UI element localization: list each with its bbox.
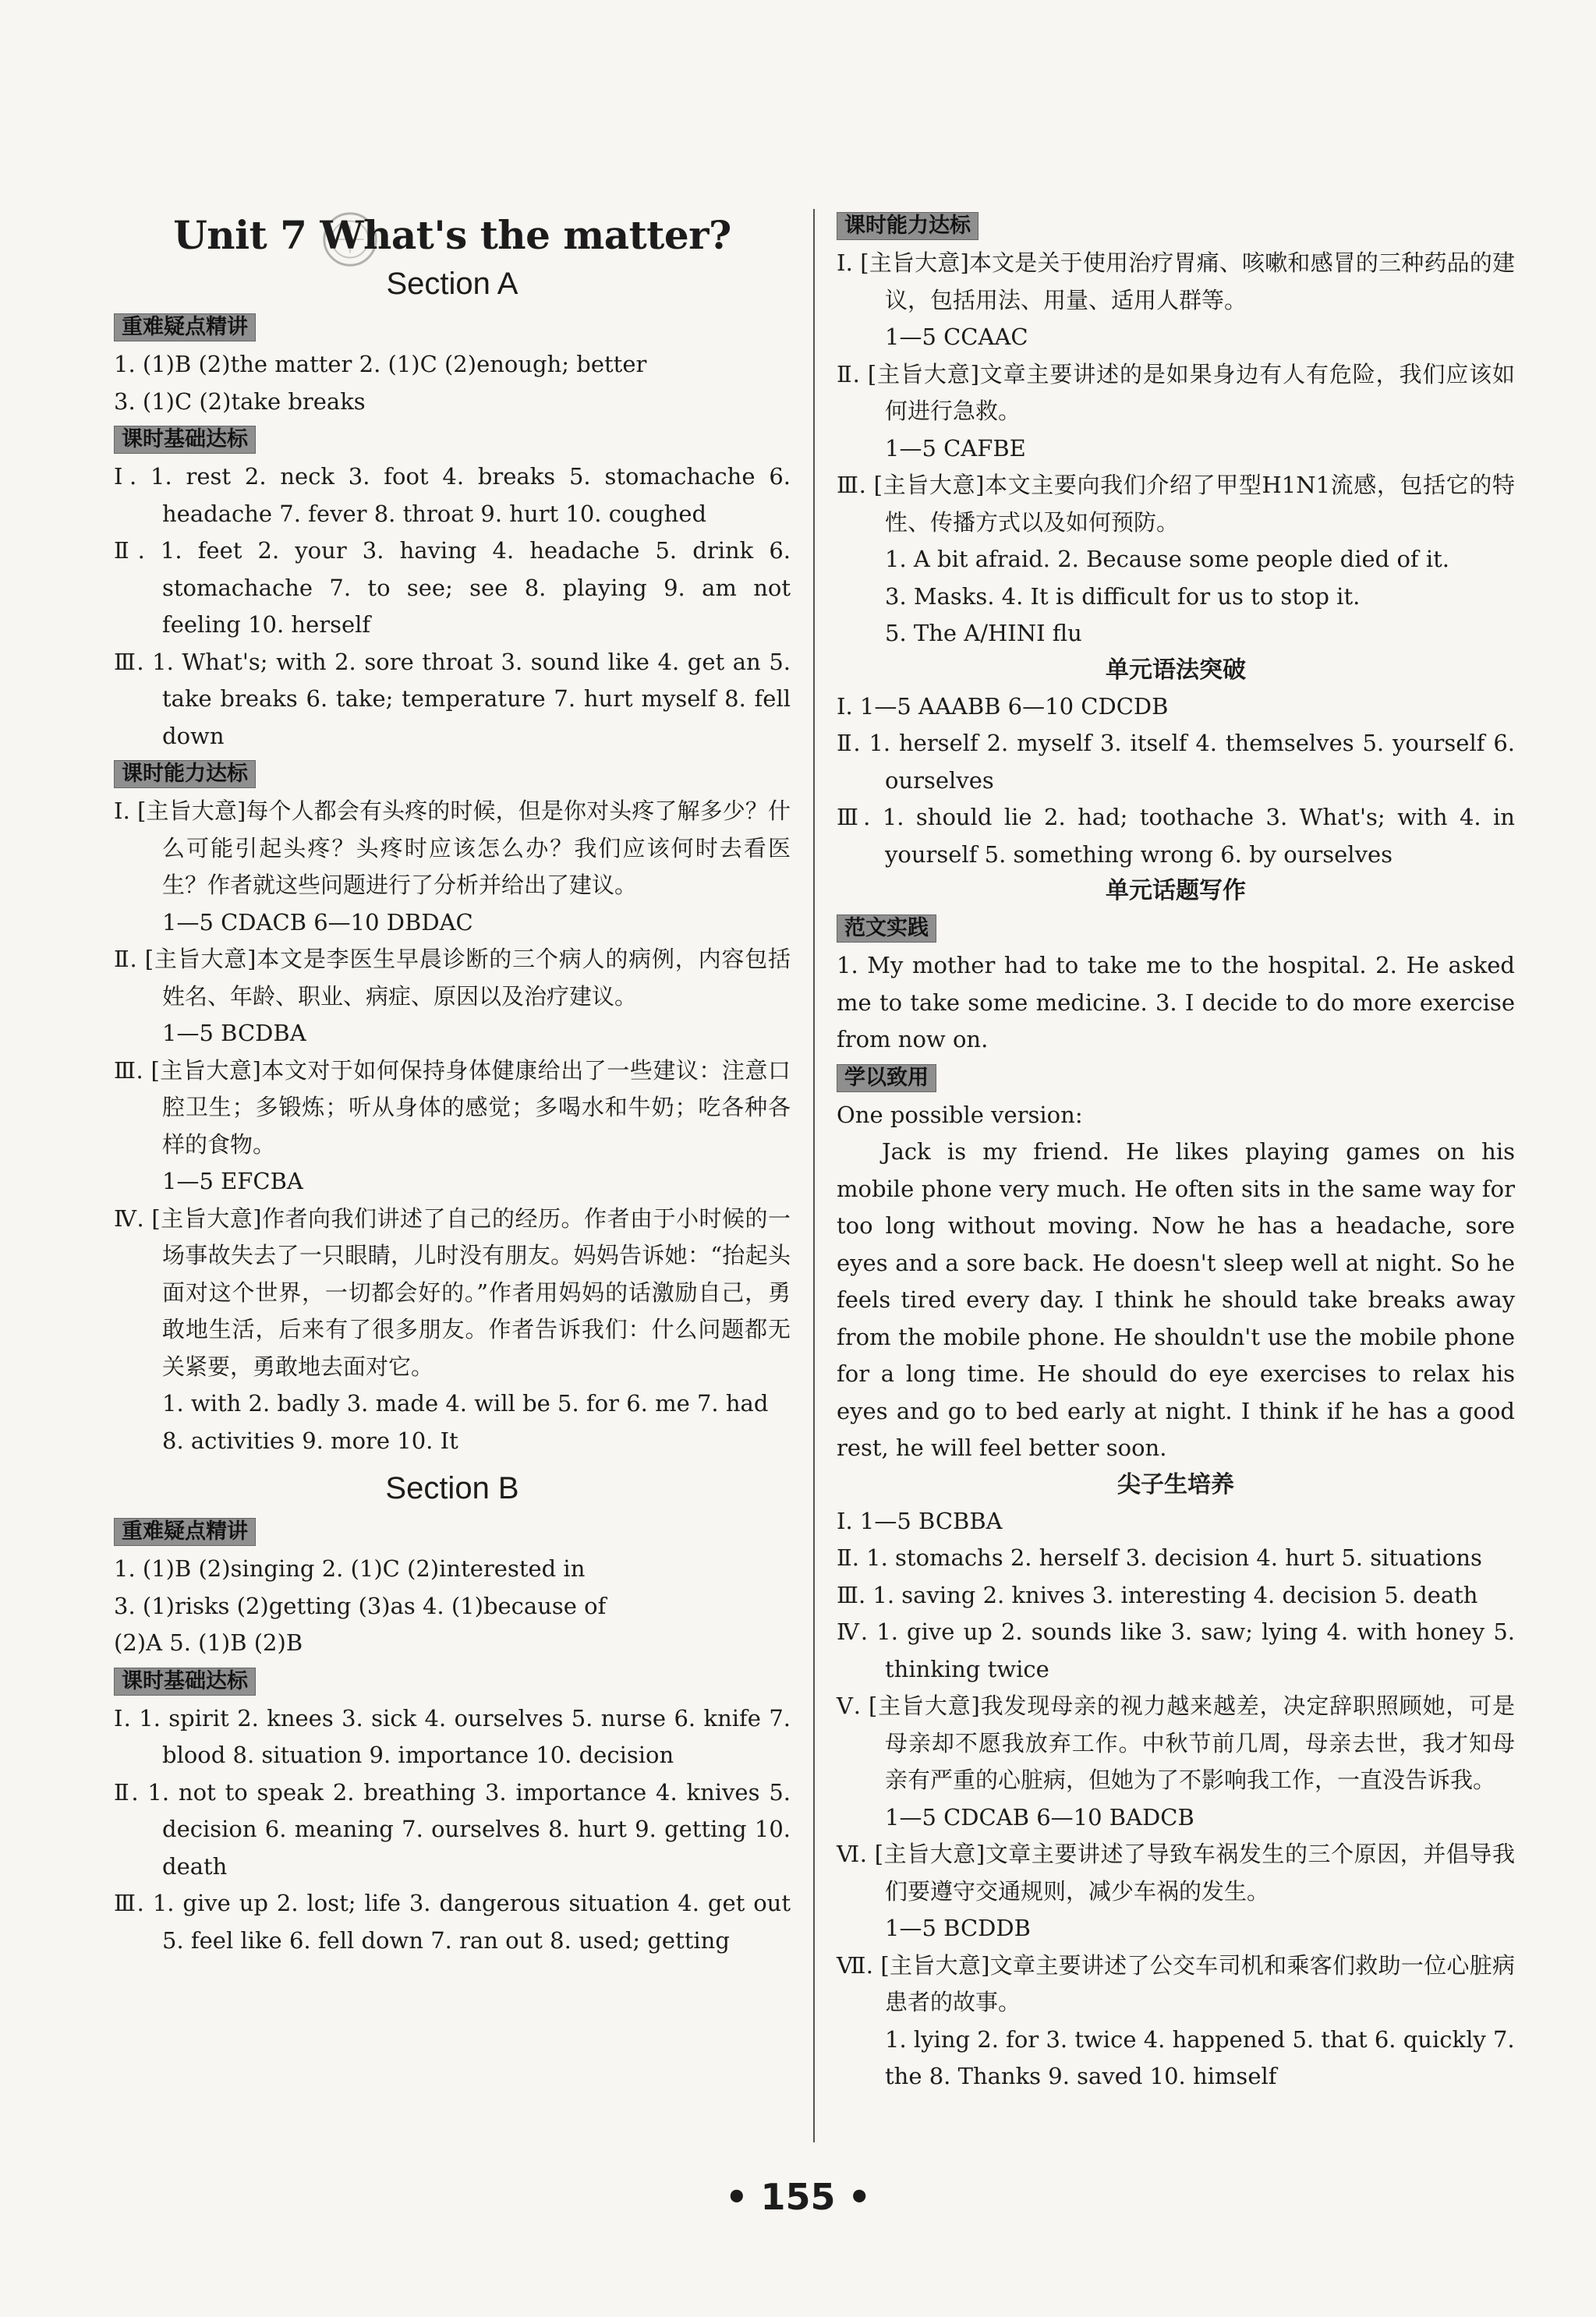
summary-item: Ⅱ. [主旨大意]文章主要讲述的是如果身边有人有危险，我们应该如何进行急救。 [837,360,1515,424]
summary-item: Ⅱ. [主旨大意]本文是李医生早晨诊断的三个病人的病例，内容包括姓名、年龄、职业、病症、原因以及治疗建议。 [114,946,791,1010]
heading-writing: 单元话题写作 [1106,877,1246,904]
summary-item: Ⅲ. [主旨大意]本文主要向我们介绍了甲型H1N1流感，包括它的特性、传播方式以及如何预防。 [837,472,1515,536]
answer-line: 3. (1)risks (2)getting (3)as 4. (1)because of [114,1592,607,1619]
answer-key: 1. lying 2. for 3. twice 4. happened 5. that 6. quickly 7. the 8. Thanks 9. saved 10. himself [885,2025,1515,2089]
tag-ability-a: 课时能力达标 [114,760,256,788]
answer-item: Ⅳ. 1. give up 2. sounds like 3. saw; lying 4. with honey 5. thinking twice [837,1618,1515,1682]
answer-key: 1—5 CDACB 6—10 DBDAC [162,908,473,936]
tag-apply: 学以致用 [837,1064,936,1092]
summary-item: Ⅲ. [主旨大意]本文对于如何保持身体健康给出了一些建议：注意口腔卫生；多锻炼；听从身体的感觉；多喝水和牛奶；吃各种各样的食物。 [114,1056,791,1158]
answer-item: Ⅰ. 1—5 AAABB 6—10 CDCDB [837,692,1169,720]
heading-top-students: 尖子生培养 [1117,1470,1234,1498]
answer-item: Ⅲ. 1. What's; with 2. sore throat 3. sound like 4. get an 5. take breaks 6. take; temperature 7. hurt myself 8. fell down [114,648,791,749]
answer-item: Ⅰ. 1. spirit 2. knees 3. sick 4. ourselves 5. nurse 6. knife 7. blood 8. situation 9. importance 10. decision [114,1704,791,1768]
answer-item: Ⅱ. 1. herself 2. myself 3. itself 4. themselves 5. yourself 6. ourselves [837,730,1515,794]
answer-key: 1—5 CDCAB 6—10 BADCB [885,1803,1194,1831]
tag-basic-a: 课时基础达标 [114,426,256,454]
tag-ability-b: 课时能力达标 [837,212,978,240]
answer-line: 1. (1)B (2)the matter 2. (1)C (2)enough; better [114,351,647,377]
section-b-title: Section B [385,1471,519,1505]
tag-key-points-b: 重难疑点精讲 [114,1518,256,1546]
page-number: • 155 • [725,2176,871,2218]
essay-intro: One possible version: [837,1101,1083,1128]
answer-key: 1—5 EFCBA [162,1168,303,1194]
writing-answer: 1. My mother had to take me to the hospital. 2. He asked me to take some medicine. 3. I decide to do more exercise from now on. [837,952,1515,1052]
answer-key: 1. with 2. badly 3. made 4. will be 5. for 6. me 7. had 8. activities 9. more 10. It [162,1390,769,1454]
answer-key: 1—5 CAFBE [885,434,1026,462]
summary-item: Ⅰ. [主旨大意]每个人都会有头疼的时候，但是你对头疼了解多少？什么可能引起头疼？头疼时应该怎么办？我们应该何时去看医生？作者就这些问题进行了分析并给出了建议。 [114,798,791,898]
heading-grammar: 单元语法突破 [1106,656,1246,684]
summary-item: Ⅰ. [主旨大意]本文是关于使用治疗胃痛、咳嗽和感冒的三种药品的建议，包括用法、用量、适用人群等。 [837,249,1515,313]
answer-key: 5. The A/HINI flu [885,620,1082,646]
essay-body: Jack is my friend. He likes playing games on his mobile phone very much. He often sits in the same way for too long without moving. Now he has a headache, sore eyes and a sore back. He doesn't sleep well at night. So he feels tired every day. I think he should take breaks away from the mobile phone. He shouldn't use the mobile phone for a long time. He should do eye exercises to relax his eyes and go to bed early at night. I think if he has a good rest, he will feel better soon. [837,1138,1515,1461]
answer-item: Ⅱ. 1. not to speak 2. breathing 3. importance 4. knives 5. decision 6. meaning 7. ourselves 8. hurt 9. getting 10. death [114,1778,791,1880]
summary-item: Ⅳ. [主旨大意]作者向我们讲述了自己的经历。作者由于小时候的一场事故失去了一只眼睛，儿时没有朋友。妈妈告诉她：“抬起头面对这个世界，一切都会好的。”作者用妈妈的话激励自己，勇敢地生活，后来有了很多朋友。作者告诉我们：什么问题都无关紧要，勇敢地去面对它。 [114,1204,791,1380]
summary-item: Ⅵ. [主旨大意]文章主要讲述了导致车祸发生的三个原因，并倡导我们要遵守交通规则，减少车祸的发生。 [837,1841,1515,1905]
left-column [114,207,791,1959]
answer-line: 3. (1)C (2)take breaks [114,387,366,415]
tag-model-practice: 范文实践 [837,914,936,943]
answer-key: 3. Masks. 4. It is difficult for us to stop it. [885,582,1361,610]
answer-item: Ⅲ. 1. saving 2. knives 3. interesting 4. decision 5. death [837,1581,1478,1608]
tag-key-points-a: 重难疑点精讲 [114,313,256,341]
section-a-title: Section A [386,267,518,301]
answer-key: 1—5 CCAAC [885,324,1028,350]
answer-line: 1. (1)B (2)singing 2. (1)C (2)interested in [114,1555,586,1582]
answer-key: 1. A bit afraid. 2. Because some people died of it. [885,546,1450,572]
answer-item: Ⅰ. 1—5 BCBBA [837,1507,1003,1534]
answer-item: Ⅰ. 1. rest 2. neck 3. foot 4. breaks 5. stomachache 6. headache 7. fever 8. throat 9. hurt 10. coughed [114,463,791,527]
summary-item: Ⅶ. [主旨大意]文章主要讲述了公交车司机和乘客们救助一位心脏病患者的故事。 [837,1951,1515,2015]
right-column [837,207,1515,2096]
answer-item: Ⅱ. 1. stomachs 2. herself 3. decision 4. hurt 5. situations [837,1544,1482,1571]
answer-line: (2)A 5. (1)B (2)B [114,1629,303,1656]
answer-item: Ⅲ. 1. should lie 2. had; toothache 3. What's; with 4. in yourself 5. something wrong 6. by ourselves [837,804,1515,868]
answer-key: 1—5 BCDDB [885,1915,1031,1941]
answer-key: 1—5 BCDBA [162,1020,306,1046]
unit-title: Unit 7 What's the matter? [173,212,731,258]
summary-item: Ⅴ. [主旨大意]我发现母亲的视力越来越差，决定辞职照顾她，可是母亲却不愿我放弃工作。中秋节前几周，母亲去世，我才知母亲有严重的心脏病，但她为了不影响我工作，一直没告诉我。 [837,1693,1515,1793]
column-divider [813,209,815,2142]
answer-item: Ⅱ. 1. feet 2. your 3. having 4. headache 5. drink 6. stomachache 7. to see; see 8. playing 9. am not feeling 10. herself [114,537,791,638]
answer-item: Ⅲ. 1. give up 2. lost; life 3. dangerous situation 4. get out 5. feel like 6. fell down 7. ran out 8. used; getting [114,1890,791,1954]
tag-basic-b: 课时基础达标 [114,1668,256,1696]
